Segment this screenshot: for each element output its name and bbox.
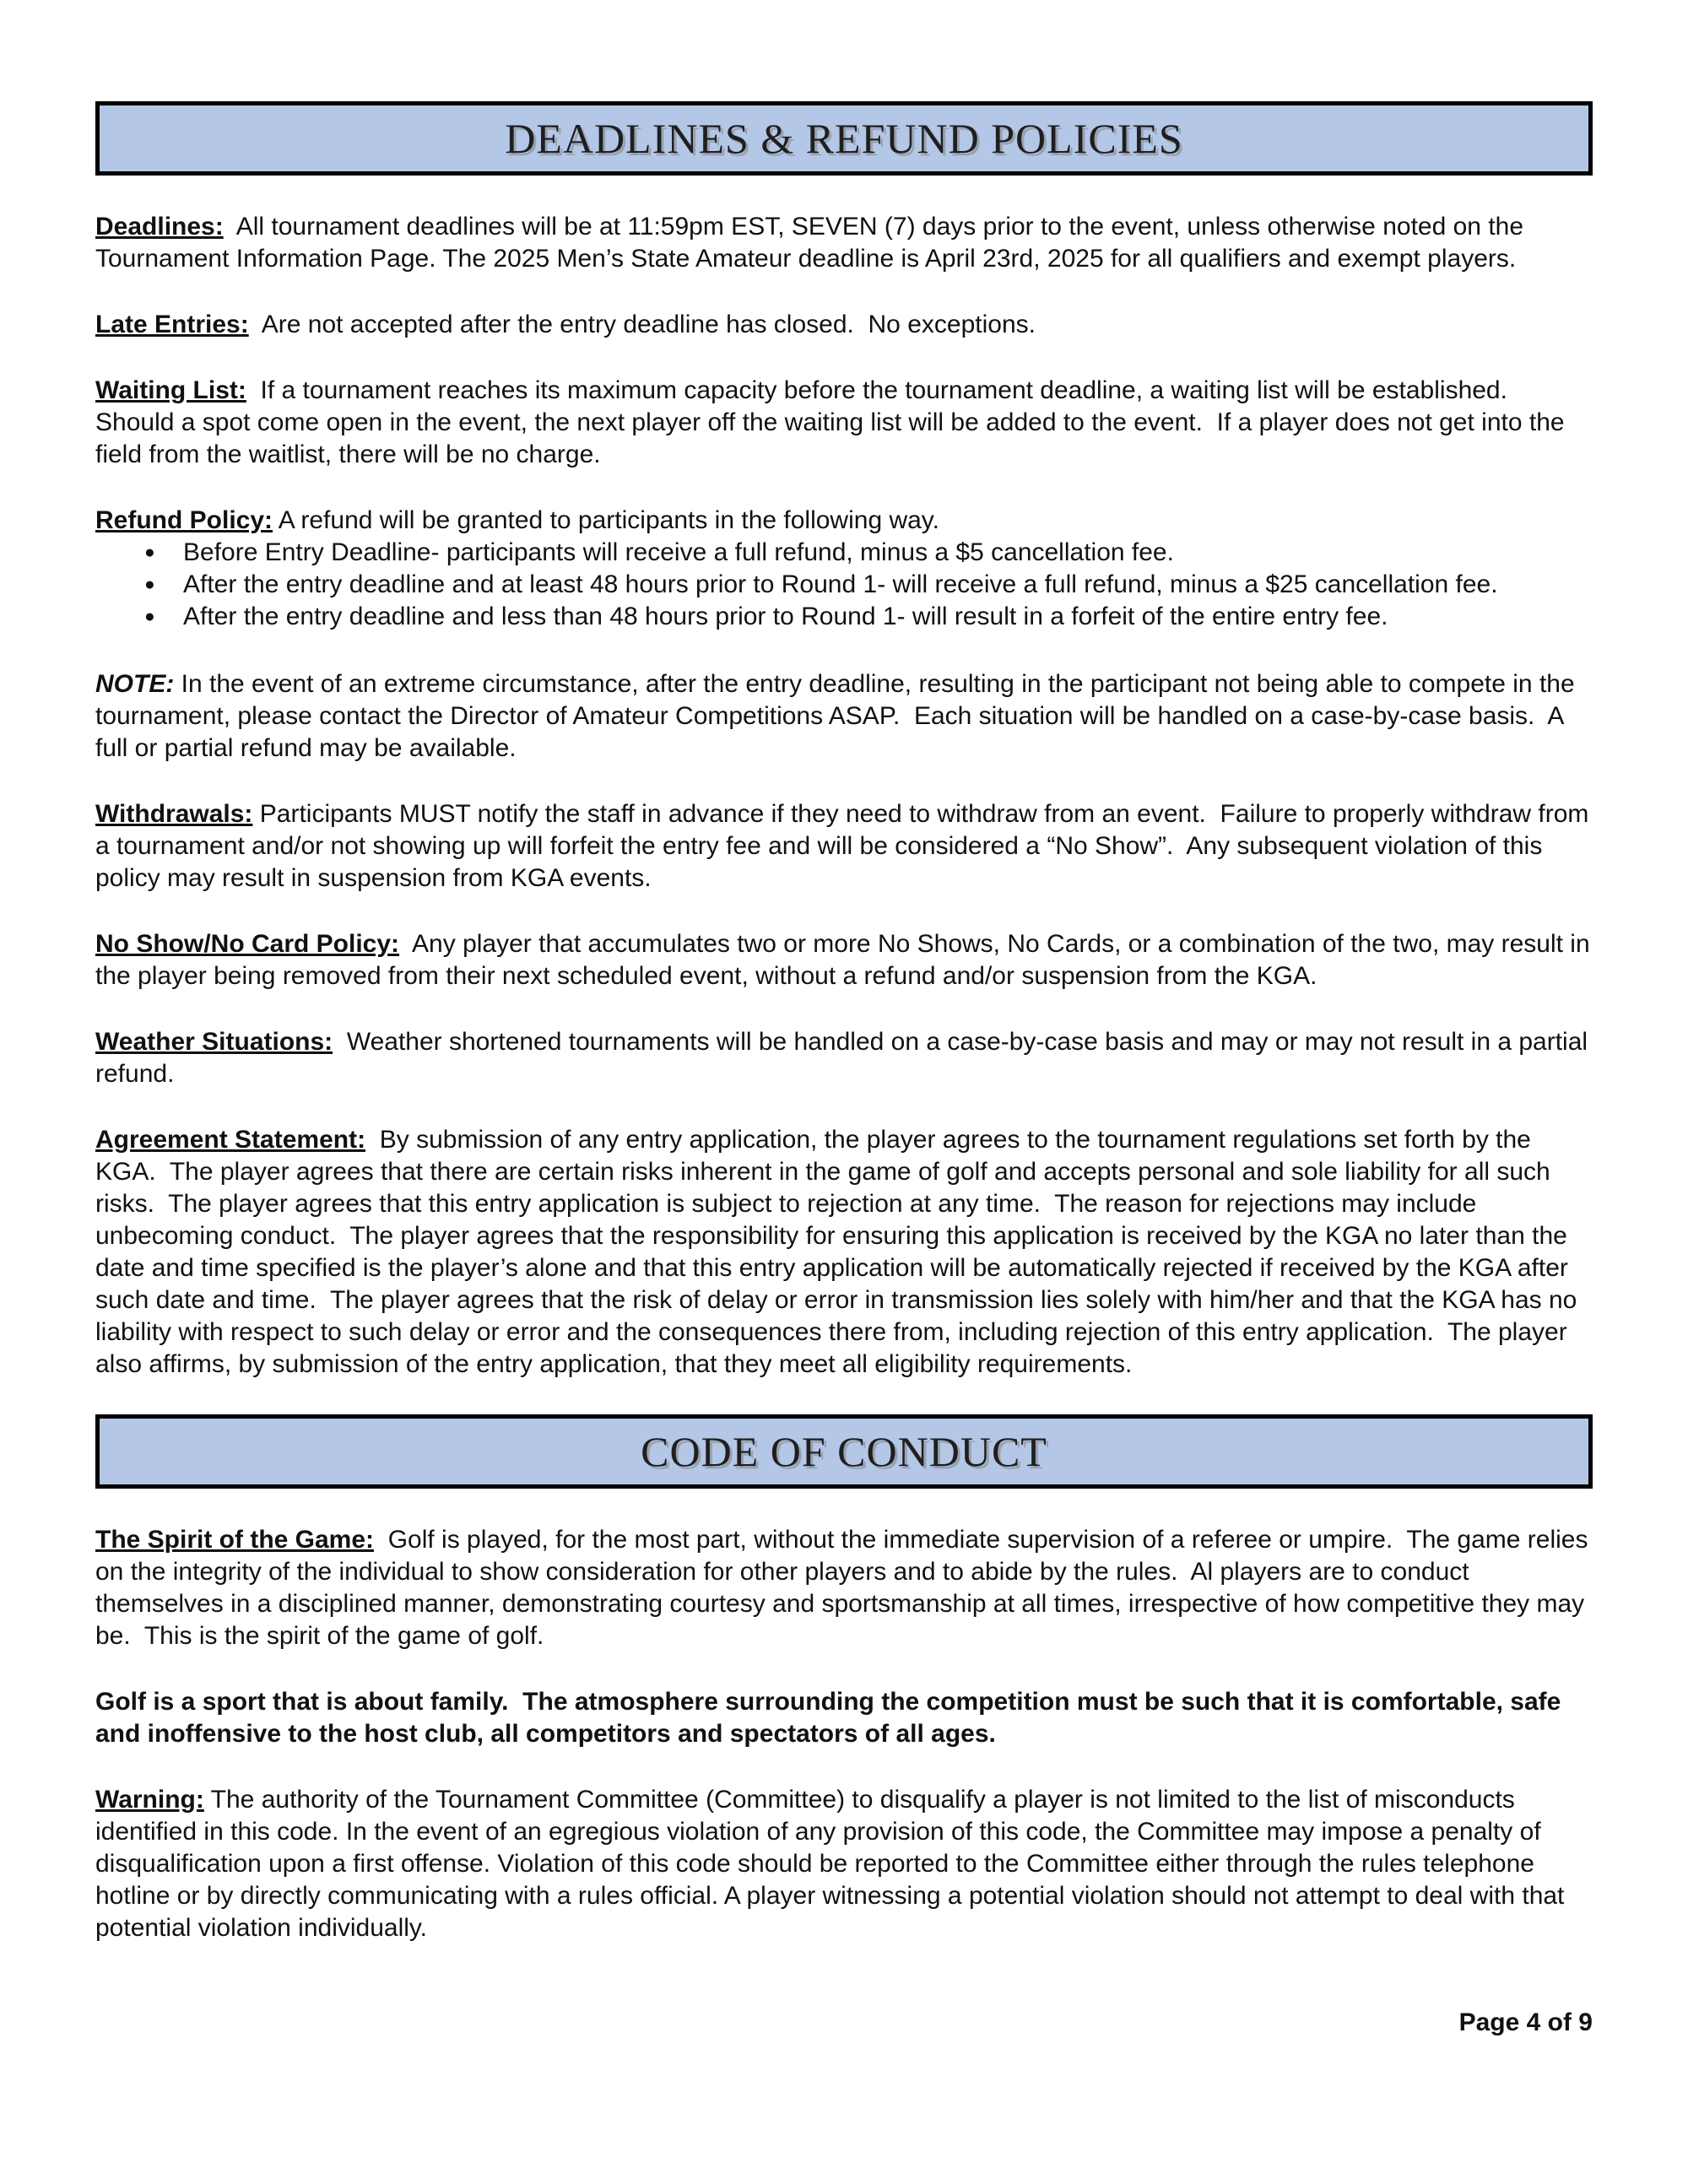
section-text-waiting-list: If a tournament reaches its maximum capacity before the tournament deadline, a waiting list will be established. Should a spot come open in the event, the next player off the waiting list will be added to the event. If a player does not get into the field from the waitlist, there will be no charge. [95, 376, 1572, 468]
section-label-withdrawals: Withdrawals: [95, 800, 253, 828]
section-agreement-statement [95, 1124, 1593, 1381]
section-text-agreement: By submission of any entry application, the player agrees to the tournament regulations set forth by the KGA. The player agrees that there are certain risks inherent in the game of golf and accepts personal and sole liability for all such risks. The player agrees that this entry application is subject to rejection at any time. The reason for rejections may include unbecoming conduct. The player agrees that the responsibility for ensuring this application is received by the KGA no later than the date and time specified is the player’s alone and that this entry application will be automatically rejected if received by the KGA after such date and time. The player agrees that the risk of delay or error in transmission lies solely with him/her and that the KGA has no liability with respect to such delay or error and the consequences there from, including rejection of this entry application. The player also affirms, by submission of the entry application, that they meet all eligibility requirements. [95, 1126, 1584, 1378]
section-label-agreement: Agreement Statement: [95, 1126, 366, 1154]
section-label-weather: Weather Situations: [95, 1028, 333, 1056]
section-withdrawals [95, 798, 1596, 895]
section-spirit-of-the-game [95, 1524, 1593, 1652]
section-late-entries [95, 309, 1593, 341]
section-text-family: Golf is a sport that is about family. The atmosphere surrounding the competition must be such that it is comfortable, safe and inoffensive to the host club, all competitors and spectators of all ages. [95, 1688, 1568, 1748]
banner-title-code-of-conduct: CODE OF CONDUCT [641, 1428, 1047, 1475]
refund-policy-bullet-list [95, 537, 1593, 633]
section-family-statement [95, 1686, 1593, 1750]
section-text-late-entries: Are not accepted after the entry deadline has closed. No exceptions. [248, 311, 1036, 338]
section-label-waiting-list: Waiting List: [95, 376, 246, 404]
list-item-text: After the entry deadline and less than 48 hours prior to Round 1- will result in a forfeit of the entire entry fee. [183, 603, 1388, 630]
section-text-deadlines: All tournament deadlines will be at 11:59pm EST, SEVEN (7) days prior to the event, unless otherwise noted on the Tournament Information Page. The 2025 Men’s State Amateur deadline is April 23rd, 2025 for all qualifiers and exempt players. [95, 213, 1530, 273]
list-item-text: Before Entry Deadline- participants will receive a full refund, minus a $5 cancellation fee. [183, 538, 1174, 566]
section-text-spirit: Golf is played, for the most part, without the immediate supervision of a referee or umpire. The game relies on the integrity of the individual to show consideration for other players and to abide by the rules. Al players are to conduct themselves in a disciplined manner, demonstrating courtesy and sportsmanship at all times, irrespective of how competitive they may be. This is the spirit of the game of golf. [95, 1526, 1595, 1650]
bullet-icon: ● [144, 607, 155, 626]
banner-deadlines-refund-policies [95, 101, 1593, 176]
section-weather-situations [95, 1026, 1593, 1090]
section-warning [95, 1784, 1593, 1944]
section-label-note: NOTE: [95, 670, 175, 698]
page-content [95, 101, 1598, 1978]
list-item [95, 601, 1593, 633]
section-text-warning: The authority of the Tournament Committee (Committee) to disqualify a player is not limited to the list of misconducts identified in this code. In the event of an egregious violation of any provision of this code, the Committee may impose a penalty of disqualification upon a first offense. Violation of this code should be reported to the Committee either through the rules telephone hotline or by directly communicating with a rules official. A player witnessing a potential violation should not attempt to deal with that potential violation individually. [95, 1786, 1572, 1942]
section-label-warning: Warning: [95, 1786, 204, 1814]
section-deadlines [95, 211, 1593, 275]
bullet-icon: ● [144, 575, 155, 594]
section-waiting-list [95, 375, 1593, 471]
section-refund-policy [95, 505, 1593, 537]
section-label-spirit: The Spirit of the Game: [95, 1526, 375, 1554]
section-no-show-no-card-policy [95, 928, 1598, 992]
section-text-weather: Weather shortened tournaments will be handled on a case-by-case basis and may or may not result in a partial refund. [95, 1028, 1595, 1088]
section-text-no-show: Any player that accumulates two or more No Shows, No Cards, or a combination of the two, may result in the player being removed from their next scheduled event, without a refund and/or suspension from the KGA. [95, 930, 1598, 990]
section-note [95, 668, 1593, 765]
banner-code-of-conduct [95, 1414, 1593, 1489]
section-label-deadlines: Deadlines: [95, 213, 224, 241]
section-text-withdrawals: Participants MUST notify the staff in advance if they need to withdraw from an event. Failure to properly withdraw from a tournament and/or not showing up will forfeit the entry fee and will be considered a “No Show”. Any subsequent violation of this policy may result in suspension from KGA events. [95, 800, 1596, 892]
section-label-refund-policy: Refund Policy: [95, 506, 273, 534]
list-item [95, 537, 1593, 569]
page-number: Page 4 of 9 [1458, 2008, 1593, 2036]
list-item [95, 569, 1593, 601]
bullet-icon: ● [144, 543, 155, 562]
list-item-text: After the entry deadline and at least 48 hours prior to Round 1- will receive a full refund, minus a $25 cancellation fee. [183, 570, 1498, 598]
section-text-note: In the event of an extreme circumstance, after the entry deadline, resulting in the participant not being able to compete in the tournament, please contact the Director of Amateur Competitions ASAP. Each situation will be handled on a case-by-case basis. A full or partial refund may be available. [95, 670, 1582, 762]
section-text-refund-policy: A refund will be granted to participants in the following way. [273, 506, 939, 534]
section-label-no-show: No Show/No Card Policy: [95, 930, 400, 958]
banner-title-deadlines: DEADLINES & REFUND POLICIES [505, 115, 1183, 162]
section-label-late-entries: Late Entries: [95, 311, 249, 338]
